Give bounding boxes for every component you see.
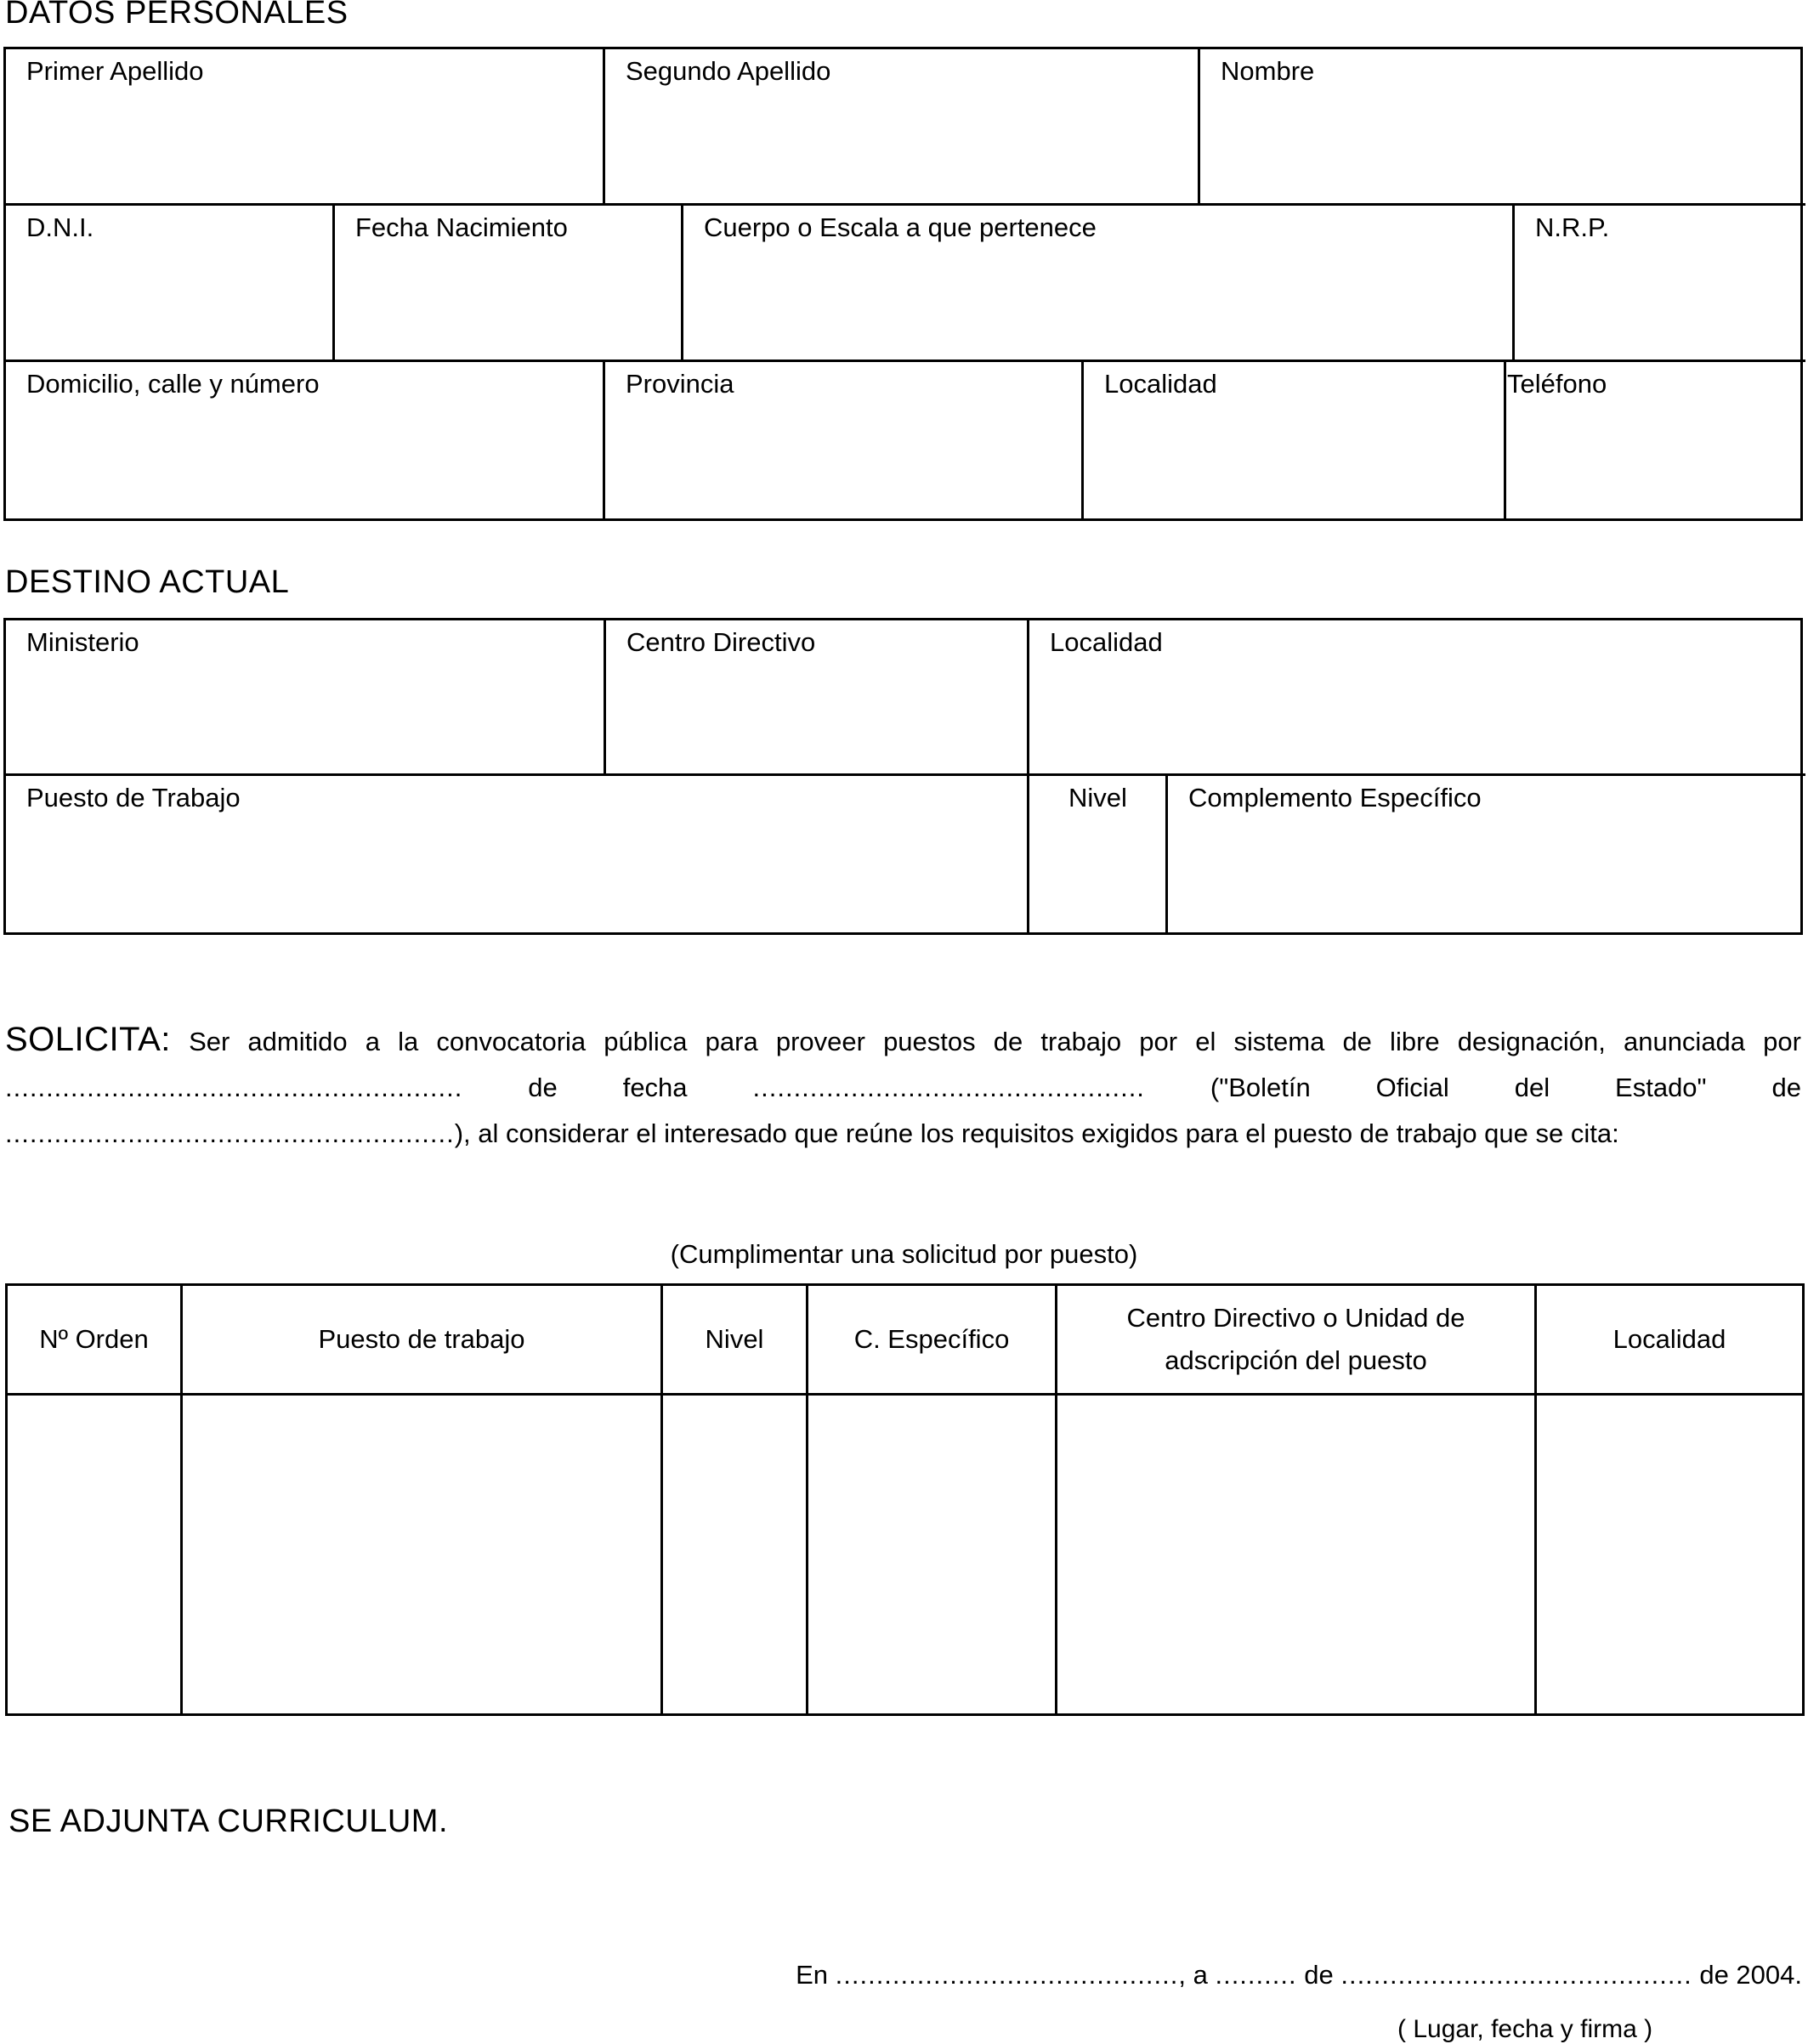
localidad-field[interactable]: Localidad bbox=[1084, 362, 1506, 518]
column-header: Centro Directivo o Unidad de adscripción del puesto bbox=[1057, 1285, 1536, 1395]
datos-personales-table bbox=[3, 47, 1803, 521]
nombre-field[interactable]: Nombre bbox=[1200, 49, 1805, 206]
fecha-nacimiento-field[interactable]: Fecha Nacimiento bbox=[335, 206, 683, 362]
solicita-label: SOLICITA: bbox=[5, 1021, 171, 1058]
mes-blank[interactable]: ........................................... bbox=[1340, 1960, 1692, 1990]
nrp-field[interactable]: N.R.P. bbox=[1515, 206, 1805, 362]
solicita-text-4: ), al considerar el interesado que reúne los requisitos exigidos para el puesto de trabajo que se cita: bbox=[454, 1118, 1619, 1148]
primer-apellido-field[interactable]: Primer Apellido bbox=[6, 49, 605, 206]
dni-field[interactable]: D.N.I. bbox=[6, 206, 335, 362]
ministerio-field[interactable]: Ministerio bbox=[6, 620, 606, 776]
complemento-especifico-field[interactable]: Complemento Específico bbox=[1188, 783, 1482, 813]
solicita-text-3: ("Boletín Oficial del Estado" de bbox=[1210, 1073, 1801, 1102]
destino-actual-heading: DESTINO ACTUAL bbox=[5, 564, 290, 600]
provincia-field[interactable]: Provincia bbox=[605, 362, 1084, 518]
anunciada-por-blank[interactable]: ........................................................ bbox=[5, 1073, 463, 1102]
solicita-text-2: de fecha bbox=[528, 1073, 688, 1102]
domicilio-field[interactable]: Domicilio, calle y número bbox=[6, 362, 605, 518]
lugar-blank[interactable]: .......................................... bbox=[835, 1960, 1179, 1990]
boe-fecha-blank[interactable]: ....................................................... bbox=[5, 1118, 455, 1148]
nivel-cell[interactable] bbox=[662, 1395, 808, 1715]
plazas-header-row bbox=[7, 1285, 1804, 1395]
column-header: Nivel bbox=[662, 1285, 808, 1395]
centro-directivo-field[interactable]: Centro Directivo bbox=[606, 620, 1029, 776]
especifico-cell[interactable] bbox=[808, 1395, 1057, 1715]
plazas-caption: (Cumplimentar una solicitud por puesto) bbox=[670, 1239, 1138, 1269]
segundo-apellido-field[interactable]: Segundo Apellido bbox=[605, 49, 1200, 206]
year-label: de 2004. bbox=[1699, 1960, 1802, 1990]
table-row bbox=[7, 1395, 1804, 1715]
a-label: , a bbox=[1178, 1960, 1208, 1990]
puesto-cell[interactable] bbox=[182, 1395, 662, 1715]
solicita-text-1: Ser admitido a la convocatoria pública para proveer puestos de trabajo por el sistema de libre designación, anunciada por bbox=[189, 1027, 1801, 1056]
cuerpo-escala-field[interactable]: Cuerpo o Escala a que pertenece bbox=[683, 206, 1515, 362]
puesto-trabajo-field[interactable]: Puesto de Trabajo bbox=[6, 776, 1029, 932]
de-label: de bbox=[1304, 1960, 1334, 1990]
telefono-field[interactable]: Teléfono bbox=[1507, 369, 1607, 399]
en-label: En bbox=[796, 1960, 828, 1990]
column-header: Localidad bbox=[1536, 1285, 1804, 1395]
solicita-paragraph bbox=[5, 1016, 1801, 1157]
fecha-blank[interactable]: ................................................ bbox=[752, 1073, 1145, 1102]
dia-blank[interactable]: .......... bbox=[1215, 1960, 1297, 1990]
destino-localidad-field[interactable]: Localidad bbox=[1029, 620, 1805, 776]
firma-line bbox=[796, 1960, 1802, 1990]
column-header: C. Específico bbox=[808, 1285, 1057, 1395]
lugar-fecha-firma-note: ( Lugar, fecha y firma ) bbox=[1397, 2015, 1653, 2043]
datos-personales-heading: DATOS PERSONALES bbox=[5, 0, 349, 31]
orden-cell[interactable] bbox=[7, 1395, 182, 1715]
centro-cell[interactable] bbox=[1057, 1395, 1536, 1715]
localidad-cell[interactable] bbox=[1536, 1395, 1804, 1715]
nivel-field[interactable]: Nivel bbox=[1029, 776, 1168, 932]
column-header: Nº Orden bbox=[7, 1285, 182, 1395]
destino-actual-table bbox=[3, 618, 1803, 935]
column-header: Puesto de trabajo bbox=[182, 1285, 662, 1395]
plazas-table bbox=[5, 1283, 1805, 1716]
adjunta-curriculum-heading: SE ADJUNTA CURRICULUM. bbox=[9, 1803, 449, 1839]
